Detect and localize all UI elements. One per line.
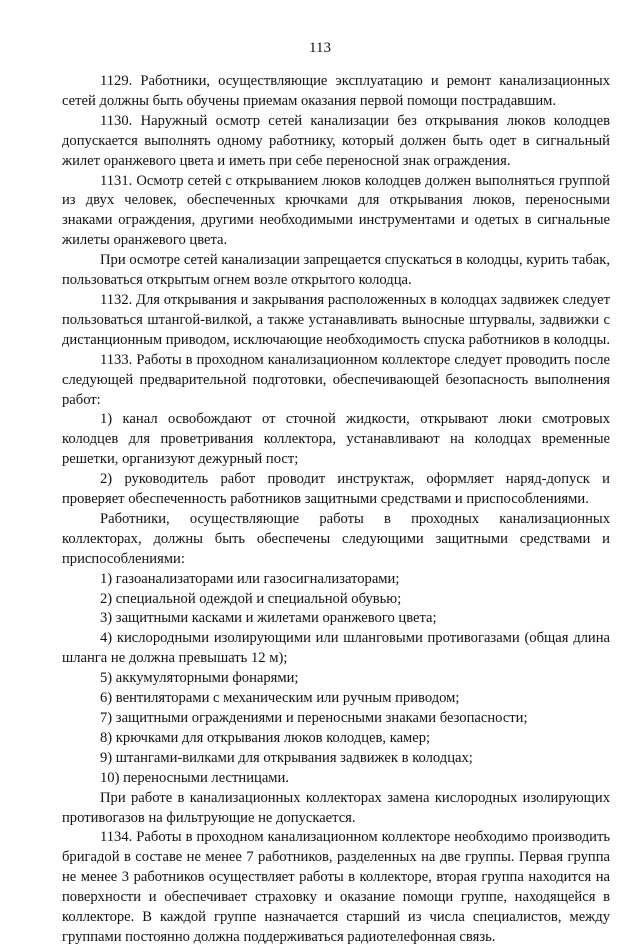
list-item-prep-1: 1) канал освобождают от сточной жидкости, открывают люки смотровых колодцев для проветривания коллектора, устанавливают на колодцах временные решетки, организуют дежурный пост; [62,411,610,468]
list-item-equipment-1: 1) газоанализаторами или газосигнализаторами; [100,570,400,587]
list-item-equipment-8: 8) крючками для открывания люков колодцев, камер; [100,729,431,746]
paragraph-protective-equipment: Работники, осуществляющие работы в проходных канализационных коллекторах, должны быть обеспечены следующими защитными средствами и приспособлениями: [62,510,610,567]
list-item-prep-2: 2) руководитель работ проводит инструктаж, оформляет наряд-допуск и проверяет обеспеченность работников защитными средствами и приспособлениями. [62,471,610,508]
paragraph-1133: 1133. Работы в проходном канализационном коллекторе следует проводить после следующей предварительной подготовки, обеспечивающей безопасность выполнения работ: [62,351,610,408]
paragraph-gas-mask-rule: При работе в канализационных коллекторах замена кислородных изолирующих противогазов на фильтрующие не допускается. [62,789,610,826]
paragraph-1131: 1131. Осмотр сетей с открыванием люков колодцев должен выполняться группой из двух человек, обеспеченных крючками для открывания люков, переносными знаками ограждения, другими необходимыми инструментами и одетых в сигнальные жилеты оранжевого цвета. [62,172,610,249]
page-number: 113 [309,40,331,56]
list-item-equipment-6: 6) вентиляторами с механическим или ручным приводом; [100,690,460,707]
list-item-equipment-7: 7) защитными ограждениями и переносными знаками безопасности; [100,710,528,726]
paragraph-1132: 1132. Для открывания и закрывания расположенных в колодцах задвижек следует пользоваться штангой-вилкой, а также устанавливать выносные штурвалы, задвижки с дистанционным приводом, исключающие необходимость спуска работников в колодцы. [62,291,610,348]
paragraph-1134: 1134. Работы в проходном канализационном коллекторе необходимо производить бригадой в составе не менее 7 работников, разделенных на две группы. Первая группа не менее 3 работников осуществляет работы в коллекторе, вторая группа находится на поверхности и обеспечивает страховку и оказание помощи группе, находящейся в коллекторе. В каждой группе назначается старший из числа специалистов, между группами постоянно должна поддерживаться радиотелефонная связь. [62,829,610,945]
list-item-equipment-10: 10) переносными лестницами. [100,769,289,786]
paragraph-1130: 1130. Наружный осмотр сетей канализации без открывания люков колодцев допускается выполнять одному работнику, который должен быть одет в сигнальный жилет оранжевого цвета и иметь при себе переносной знак ограждения. [62,112,610,169]
list-item-equipment-9: 9) штангами-вилками для открывания задвижек в колодцах; [100,749,473,766]
paragraph-1129: 1129. Работники, осуществляющие эксплуатацию и ремонт канализационных сетей должны быть обучены приемам оказания первой помощи пострадавшим. [62,73,610,109]
list-item-equipment-5: 5) аккумуляторными фонарями; [100,670,299,687]
paragraph-inspection-prohibition: При осмотре сетей канализации запрещается спускаться в колодцы, курить табак, пользоваться открытым огнем возле открытого колодца. [62,252,610,289]
document-body [62,72,610,948]
list-item-equipment-3: 3) защитными касками и жилетами оранжевого цвета; [100,610,437,627]
list-item-equipment-2: 2) специальной одеждой и специальной обувью; [100,590,402,607]
list-item-equipment-4: 4) кислородными изолирующими или шланговыми противогазами (общая длина шланга не должна превышать 12 м); [62,630,610,667]
